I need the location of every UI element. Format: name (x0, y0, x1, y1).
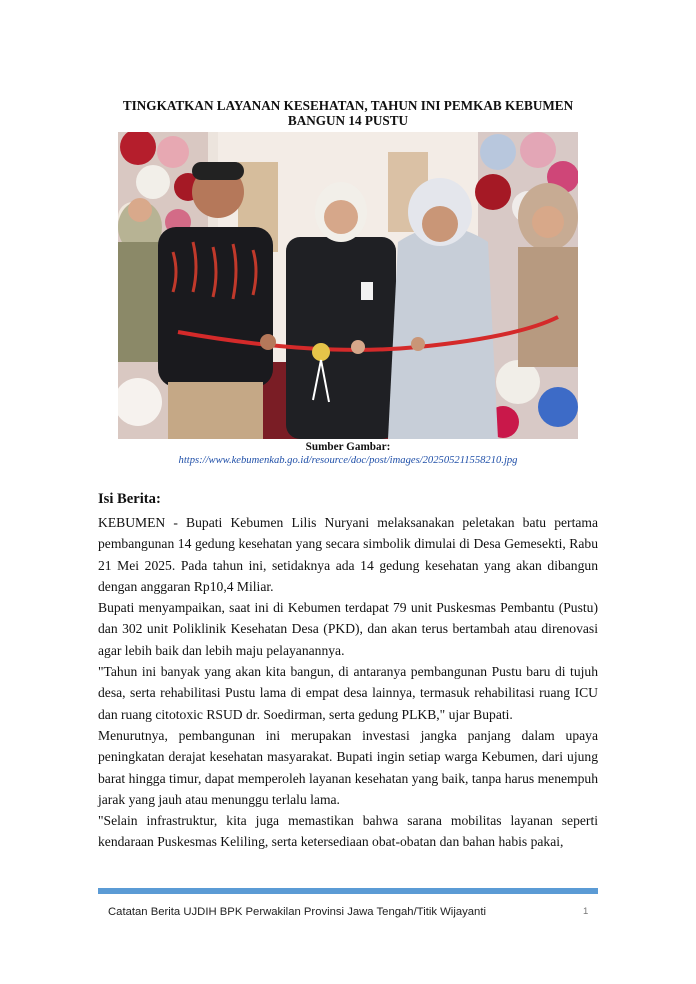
footer-text: Catatan Berita UJDIH BPK Perwakilan Provinsi Jawa Tengah/Titik Wijayanti (108, 906, 486, 918)
news-photo (118, 132, 578, 439)
image-source-link[interactable]: https://www.kebumenkab.go.id/resource/doc/post/images/202505211558210.jpg (178, 455, 518, 466)
paragraph: Bupati menyampaikan, saat ini di Kebumen terdapat 79 unit Puskesmas Pembantu (Pustu) dan 302 unit Poliklinik Kesehatan Desa (PKD), dan akan terus bertambah atau direnovasi agar lebih baik dan lebih maju pelayanannya. (98, 600, 598, 658)
section-heading: Isi Berita: (98, 491, 161, 507)
image-caption-label: Sumber Gambar: (305, 441, 391, 453)
paragraph: "Selain infrastruktur, kita juga memastikan bahwa sarana mobilitas layanan seperti kendaraan Puskesmas Keliling, serta ketersediaan obat-obatan dan bahan habis pakai, (98, 813, 598, 850)
paragraph: "Tahun ini banyak yang akan kita bangun, di antaranya pembangunan Pustu baru di tujuh desa, serta rehabilitasi Pustu lama di empat desa lainnya, termasuk rehabilitasi ruang ICU dan ruang citotoxic RSUD dr. Soedirman, serta gedung PLKB," ujar Bupati. (98, 664, 598, 722)
article-body (98, 512, 598, 853)
paragraph: Menurutnya, pembangunan ini merupakan investasi jangka panjang dalam upaya peningkatan derajat kesehatan masyarakat. Bupati ingin setiap warga Kebumen, dari ujung barat hingga timur, dapat memperoleh layanan kesehatan yang baik, tanpa harus menempuh jarak yang jauh atau menunggu terlalu lama. (98, 727, 598, 807)
page-number: 1 (583, 906, 589, 917)
footer-divider (98, 888, 598, 894)
article-title: TINGKATKAN LAYANAN KESEHATAN, TAHUN INI PEMKAB KEBUMEN BANGUN 14 PUSTU (122, 98, 574, 128)
paragraph: KEBUMEN - Bupati Kebumen Lilis Nuryani melaksanakan peletakan batu pertama pembangunan 14 gedung kesehatan yang secara simbolik dimulai di Desa Gemesekti, Rabu 21 Mei 2025. Pada tahun ini, setidaknya ada 14 gedung kesehatan yang akan dibangun dengan anggaran Rp10,4 Miliar. (98, 515, 598, 594)
